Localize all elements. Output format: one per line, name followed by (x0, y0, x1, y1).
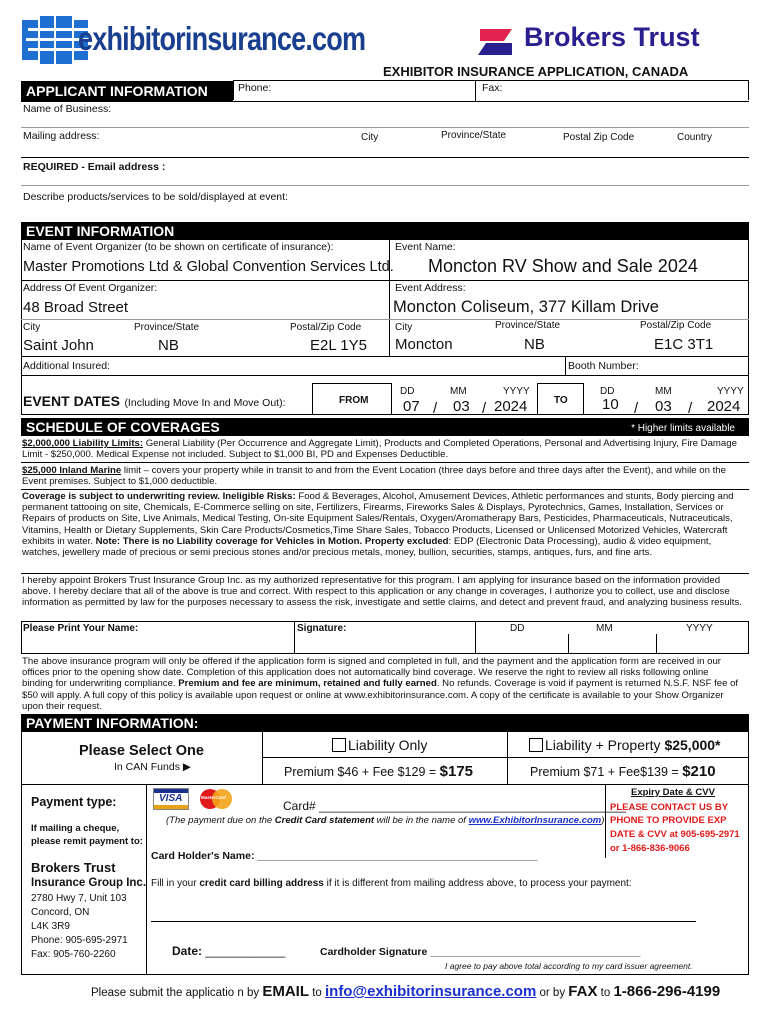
liability-paragraph (22, 438, 742, 460)
org-postal-label: Postal/Zip Code (290, 322, 362, 333)
form-title: EXHIBITOR INSURANCE APPLICATION, CANADA (383, 64, 689, 79)
premium-1-text: Premium $46 + Fee $129 = (284, 765, 440, 779)
brand-name: Brokers Trust (524, 22, 700, 52)
section-applicant-heading: APPLICANT INFORMATION (21, 81, 233, 101)
email-label: REQUIRED - Email address : (23, 161, 166, 173)
company-fax: Fax: 905-760-2260 (31, 949, 116, 960)
event-name-value[interactable]: Moncton RV Show and Sale 2024 (428, 256, 698, 276)
agree-note: I agree to pay above total according to my card issuer agreement. (445, 961, 693, 971)
card-holder-name-field[interactable]: Card Holder's Name: ________________________________________________ (151, 850, 538, 862)
products-field[interactable] (310, 190, 748, 206)
sig-mm-label: MM (596, 623, 613, 634)
liability-amount: $2,000,000 Liability Limits: (22, 438, 144, 449)
to-label: TO (554, 395, 568, 406)
footer-email-label: EMAIL (262, 983, 309, 1000)
from-mm-label: MM (450, 386, 467, 397)
company-address-3: L4K 3R9 (31, 921, 70, 932)
additional-insured-label: Additional Insured: (23, 360, 110, 372)
to-yyyy-value[interactable]: 2024 (707, 398, 741, 415)
mail-cheque-1: If mailing a cheque, (31, 823, 120, 834)
liability-property-label: Liability + Property (545, 737, 665, 753)
marine-text: limit – covers your property while in transit to and from the Event Location (three days before and three days after the Event), and while on the Event premises. Subject to $1,000 deductible. (22, 465, 726, 488)
company-address-2: Concord, ON (31, 907, 90, 918)
additional-insured-field[interactable] (120, 359, 560, 373)
from-yyyy-label: YYYY (503, 386, 530, 397)
booth-number-label: Booth Number: (568, 360, 639, 372)
sig-dd-label: DD (510, 623, 525, 634)
phone-label: Phone: (238, 82, 272, 94)
contact-line-4: or 1-866-836-9066 (610, 843, 690, 854)
org-postal-value[interactable]: E2L 1Y5 (310, 337, 367, 354)
card-note-2: will be in the name of (374, 815, 469, 826)
ev-city-value[interactable]: Moncton (395, 336, 453, 353)
to-yyyy-label: YYYY (717, 386, 744, 397)
card-note-1: (The payment due on the (166, 815, 275, 826)
billing-1: Fill in your (151, 878, 200, 889)
risk-bold: Coverage is subject to underwriting review. Ineligible Risks: (22, 491, 296, 502)
applicant-postal-label: Postal Zip Code (563, 132, 635, 143)
to-mm-value[interactable]: 03 (655, 398, 672, 415)
from-slash-1: / (433, 400, 438, 417)
brokers-trust-logo (478, 22, 743, 58)
cardholder-signature-field[interactable]: Cardholder Signature ____________________________________ (320, 946, 641, 958)
to-mm-label: MM (655, 386, 672, 397)
appoint-paragraph: I hereby appoint Brokers Trust Insurance Group Inc. as my authorized representative for this program. I am applying for insurance based on the information provided above. I hereby declare that all of the above is true and correct. With respect to this application or any change in coverages, I authorize you to collect, use and disclose information as permitted by law for the purposes necessary to assess the risk, investigate and settle claims, and detect and prevent fraud, and analyzing business results. (22, 575, 742, 609)
event-dates-label (23, 393, 286, 411)
risks-paragraph (22, 491, 742, 558)
applicant-city-label: City (361, 132, 379, 143)
company-name-1: Brokers Trust (31, 860, 116, 875)
note-bold: Note: There is no Liability coverage for Vehicles in Motion. Property excluded (92, 535, 449, 547)
company-address-1: 2780 Hwy 7, Unit 103 (31, 893, 127, 904)
print-name-field[interactable] (23, 636, 291, 652)
offer-bold: Premium and fee are minimum, retained and fully earned (178, 678, 437, 690)
org-city-label: City (23, 322, 41, 333)
footer-text-1: Please submit the applicatio n by (91, 987, 263, 999)
card-number-field[interactable]: Card# ______________________________________________ (283, 799, 627, 813)
organizer-value[interactable]: Master Promotions Ltd & Global Convention Services Ltd. (23, 259, 394, 275)
org-address-value[interactable]: 48 Broad Street (23, 299, 129, 316)
offer-text-2: . No refunds. Coverage is void if payment is returned N.S.F. NSF fee of $50 will apply. A full copy of this policy is available upon request or online at www.exhibitorinsurance.com. A copy of the certificate is available to your Show Organizer upon their request. (22, 678, 739, 712)
contact-line-2: PHONE TO PROVIDE EXP (610, 815, 727, 826)
ev-postal-label: Postal/Zip Code (640, 320, 712, 331)
mailing-address-label: Mailing address: (23, 130, 100, 142)
exhibitor-logo (22, 14, 382, 66)
payment-type-label: Payment type: (31, 795, 117, 809)
business-name-label: Name of Business: (23, 103, 112, 115)
business-name-field[interactable] (150, 103, 748, 119)
mail-cheque-2: please remit payment to: (31, 836, 143, 847)
from-slash-2: / (482, 400, 487, 417)
risk-text: Food & Beverages, Alcohol, Amusement Devices, Athletic performances and stunts, Body piercing and permanent tattooing on site, Chemicals, E-Commerce selling on site, Fertilizers, Firearms, Fireworks Sales & Displays, Pyrotechnics, Games, Installation, Services or Repairs of products on Site, Live Animals, Medical Testing, On-site Equipment Sales/Rentals, Oxygen/Aromatherapy Bars, Pesticides, Pharmaceuticals, Nutraceuticals, Vitamins, Health or Dietary Supplements, Skin Care Products/Cosmetics,Time Share Sales, Tobacco Products, Licensed or Unlicensed Motorized Vehicles, Watercraft exhibits in water. (22, 491, 734, 547)
expiry-label: Expiry Date & CVV (631, 787, 715, 798)
liability-property-checkbox[interactable] (529, 738, 543, 752)
select-one-label: Please Select One (79, 743, 204, 759)
ev-province-value[interactable]: NB (524, 336, 545, 353)
footer-to-2: to (597, 987, 614, 999)
mastercard-text: MasterCard (201, 795, 226, 800)
from-dd-value[interactable]: 07 (403, 398, 420, 415)
higher-limits-note: * Higher limits available (631, 423, 735, 434)
signature-label-text: Signature: (297, 623, 347, 634)
billing-2: if it is different from mailing address above, to process your payment: (323, 878, 632, 889)
from-yyyy-value[interactable]: 2024 (494, 398, 528, 415)
date-field[interactable]: ____________ (205, 944, 286, 958)
payment-detail-box (21, 785, 749, 975)
section-event-heading: EVENT INFORMATION (21, 222, 749, 240)
premium-1 (284, 763, 473, 780)
products-label: Describe products/services to be sold/displayed at event: (23, 191, 288, 203)
liability-text: General Liability (Per Occurrence and Aggregate Limit), Products and Completed Operations, Personal and Advertising Injury, Fire Damage Limit - $250,000. Medical Expense not included. Subject to $1,000 BI, PD and Expenses Deductible. (22, 438, 737, 461)
email-field[interactable] (180, 160, 748, 176)
booth-number-field[interactable] (648, 359, 748, 373)
liability-property-option[interactable] (529, 737, 721, 753)
website-link[interactable]: www.ExhibitorInsurance.com (468, 815, 602, 826)
liability-only-label: Liability Only (348, 737, 428, 753)
footer-fax-label: FAX (568, 983, 598, 1000)
ev-province-label: Province/State (495, 320, 561, 331)
footer-fax-number: 1-866-296-4199 (613, 983, 721, 1000)
coverages-title: SCHEDULE OF COVERAGES (26, 419, 220, 435)
event-address-label: Event Address: (395, 282, 466, 294)
ev-city-label: City (395, 322, 413, 333)
footer-email-link[interactable]: info@exhibitorinsurance.com (324, 983, 537, 1000)
premium-1-total: $175 (439, 763, 474, 780)
date-label-text: Date: (172, 944, 203, 958)
section-coverages-heading (21, 418, 749, 436)
liability-only-checkbox[interactable] (332, 738, 346, 752)
from-dd-label: DD (400, 386, 415, 397)
marine-amount: $25,000 Inland Marine (22, 465, 122, 476)
org-province-label: Province/State (134, 322, 200, 333)
applicant-country-label: Country (677, 132, 713, 143)
company-name-2: Insurance Group Inc. (31, 877, 147, 889)
offer-text-1: The above insurance program will only be offered if the application form is signed and completed in full, and the payment and the application form are received in our offices prior to the opening show date. Completion of this application does not automatically bind coverage. We reserve the right to review all risks following online binding for underwriting compliance. (22, 656, 721, 690)
org-address-label: Address Of Event Organizer: (23, 282, 158, 294)
from-mm-value[interactable]: 03 (453, 398, 470, 415)
to-slash-1: / (634, 400, 639, 417)
premium-2 (530, 763, 716, 780)
signature-field[interactable] (350, 623, 470, 651)
to-dd-value[interactable]: 10 (602, 396, 619, 413)
ev-postal-value[interactable]: E1C 3T1 (654, 336, 714, 353)
org-province-value[interactable]: NB (158, 337, 179, 354)
visa-text: VISA (159, 793, 183, 804)
submit-footer (91, 983, 720, 1000)
billing-bold: credit card billing address (199, 878, 324, 889)
print-name-label: Please Print Your Name: (23, 623, 139, 634)
contact-line-1: PLEASE CONTACT US BY (610, 802, 729, 813)
marine-paragraph (22, 465, 742, 487)
offer-paragraph (22, 656, 742, 712)
footer-to-1: to (309, 987, 325, 999)
applicant-province-label: Province/State (441, 130, 507, 141)
organizer-label: Name of Event Organizer (to be shown on certificate of insurance): (23, 241, 334, 253)
logo-text: exhibitorinsurance.com (78, 20, 366, 57)
company-phone: Phone: 905-695-2971 (31, 935, 128, 946)
card-note-bold: Credit Card statement (274, 815, 375, 826)
event-name-label: Event Name: (395, 241, 456, 253)
can-funds-label: In CAN Funds ▶ (114, 761, 191, 773)
footer-or-by: or by (536, 987, 569, 999)
mailing-address-field[interactable] (110, 130, 355, 146)
brokers-trust-mark-icon (478, 27, 514, 57)
note-text: : EDP (Electronic Data Processing), audio & video equipment, watches, jewellery made of precious or semi precious stones and/or precious metals, money, bullion, securities, stamps, antiques, furs, and fine arts. (22, 535, 712, 559)
event-dates-title: EVENT DATES (23, 393, 120, 409)
section-payment-heading: PAYMENT INFORMATION: (21, 714, 749, 732)
from-label: FROM (339, 395, 369, 406)
event-dates-sub: (Including Move In and Move Out): (124, 397, 286, 409)
liability-only-option[interactable] (332, 737, 427, 753)
sig-yyyy-label: YYYY (686, 623, 713, 634)
to-slash-2: / (688, 400, 693, 417)
premium-2-text: Premium $71 + Fee$139 = (530, 765, 683, 779)
premium-2-total: $210 (682, 763, 716, 780)
contact-line-3: DATE & CVV at 905-695-2971 (610, 829, 740, 840)
fax-label: Fax: (482, 82, 503, 94)
to-dd-label: DD (600, 386, 615, 397)
card-note-3: ) (601, 815, 605, 826)
signature-label (297, 623, 346, 635)
liability-property-amount: $25,000* (664, 737, 721, 753)
org-city-value[interactable]: Saint John (23, 337, 94, 354)
event-address-value[interactable]: Moncton Coliseum, 377 Killam Drive (393, 298, 659, 316)
